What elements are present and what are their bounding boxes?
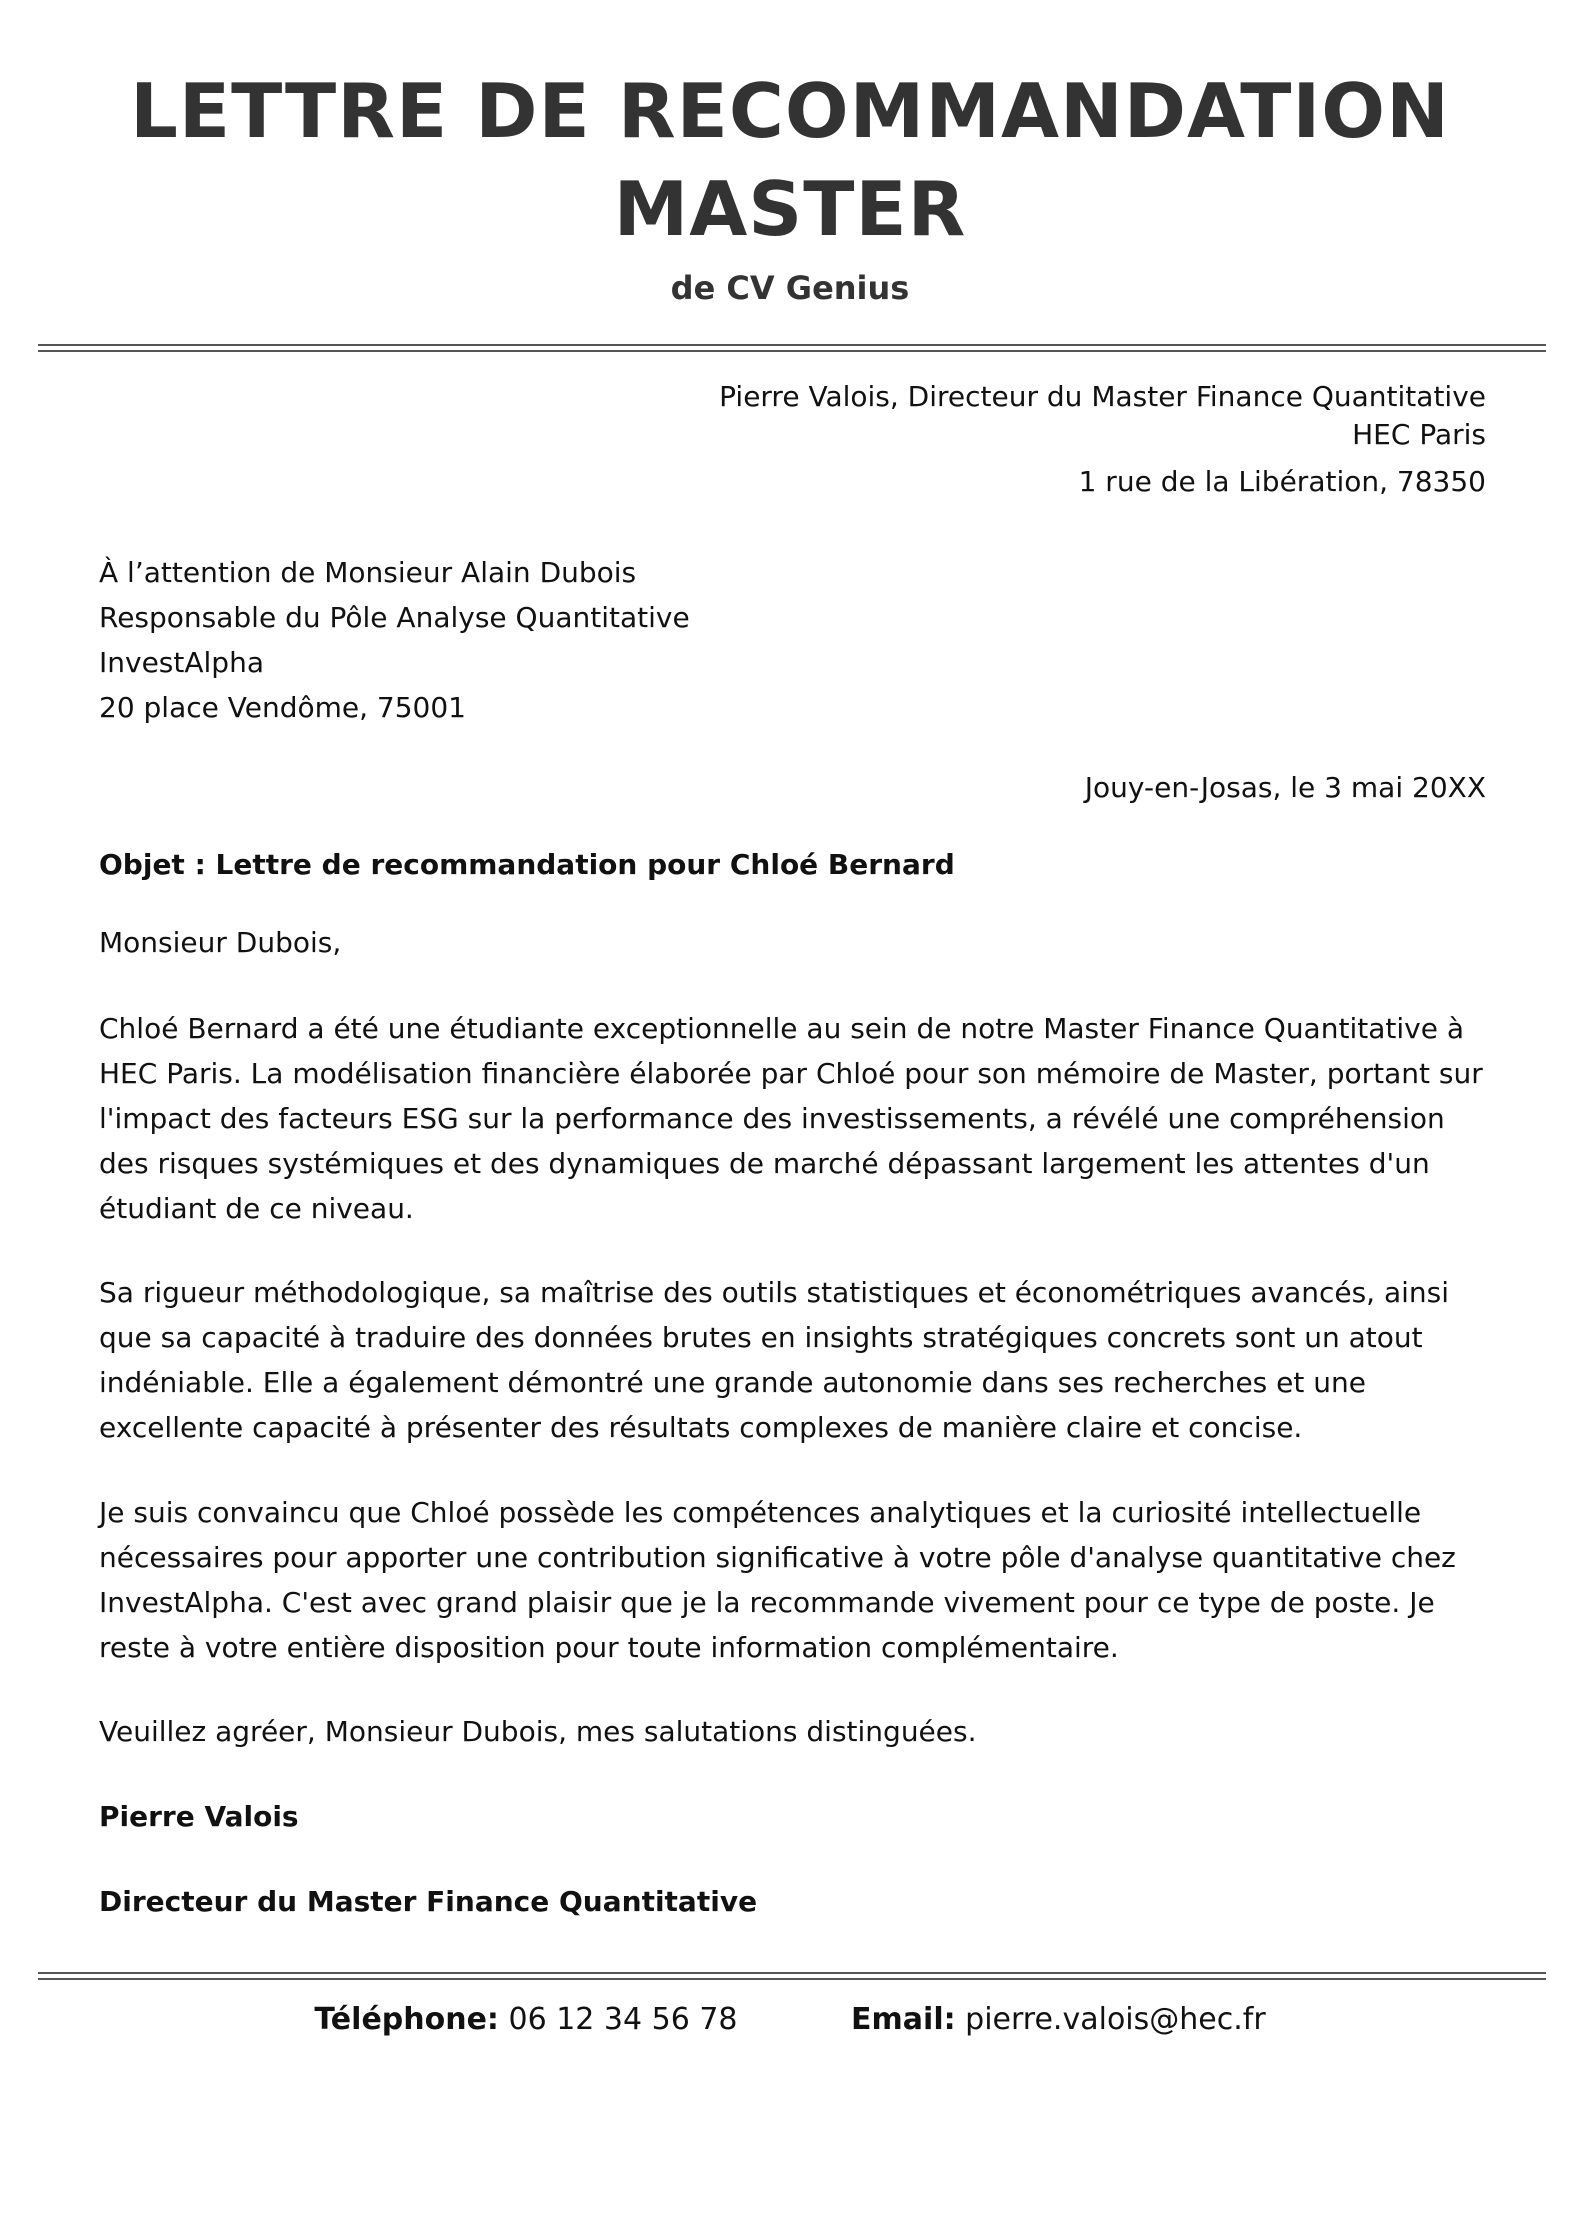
paragraph-line: excellente capacité à présenter des résultats complexes de manière claire et concise. (99, 1411, 1303, 1444)
body-paragraph-3 (99, 1490, 1499, 1670)
paragraph-line: des risques systémiques et des dynamiques de marché dépassant largement les attentes d'un (99, 1147, 1430, 1180)
phone-contact (314, 2000, 737, 2040)
signature-title: Directeur du Master Finance Quantitative (99, 1885, 758, 1918)
paragraph-line: que sa capacité à traduire des données brutes en insights stratégiques concrets sont un atout (99, 1321, 1423, 1354)
footer-divider (38, 1972, 1546, 1980)
recipient-company: InvestAlpha (99, 646, 264, 679)
recipient-address: 20 place Vendôme, 75001 (99, 691, 466, 724)
paragraph-line: étudiant de ce niveau. (99, 1192, 414, 1225)
paragraph-line: l'impact des facteurs ESG sur la performance des investissements, a révélé une compréhension (99, 1102, 1445, 1135)
title-line-1: LETTRE DE RECOMMANDATION (130, 67, 1450, 155)
phone-label: Téléphone: (314, 2002, 499, 2037)
signature-name: Pierre Valois (99, 1800, 299, 1833)
phone-value: 06 12 34 56 78 (508, 2002, 738, 2037)
recipient-attention: À l’attention de Monsieur Alain Dubois (99, 556, 637, 589)
paragraph-line: reste à votre entière disposition pour toute information complémentaire. (99, 1631, 1119, 1664)
email-value[interactable]: pierre.valois@hec.fr (965, 2002, 1266, 2037)
document-subtitle: de CV Genius (670, 269, 910, 307)
paragraph-line: Je suis convaincu que Chloé possède les compétences analytiques et la curiosité intellectuelle (99, 1496, 1422, 1529)
sender-block (586, 378, 1486, 504)
paragraph-line: HEC Paris. La modélisation financière élaborée par Chloé pour son mémoire de Master, portant sur (99, 1057, 1483, 1090)
letter-greeting: Monsieur Dubois, (99, 926, 342, 959)
paragraph-line: indéniable. Elle a également démontré une grande autonomie dans ses recherches et une (99, 1366, 1366, 1399)
letter-date: Jouy-en-Josas, le 3 mai 20XX (1084, 771, 1486, 804)
paragraph-line: Chloé Bernard a été une étudiante exceptionnelle au sein de notre Master Finance Quantitative à (99, 1012, 1464, 1045)
sender-name-title: Pierre Valois, Directeur du Master Finance Quantitative (719, 380, 1486, 413)
paragraph-line: InvestAlpha. C'est avec grand plaisir que je la recommande vivement pour ce type de poste. Je (99, 1586, 1435, 1619)
paragraph-line: Sa rigueur méthodologique, sa maîtrise des outils statistiques et économétriques avancés, ainsi (99, 1276, 1450, 1309)
header-divider (38, 344, 1546, 352)
sender-organization: HEC Paris (1352, 418, 1486, 451)
sender-address: 1 rue de la Libération, 78350 (1078, 465, 1486, 498)
email-contact (851, 2000, 1266, 2040)
title-line-2: MASTER (613, 165, 967, 253)
recipient-block (99, 550, 690, 730)
recipient-role: Responsable du Pôle Analyse Quantitative (99, 601, 690, 634)
email-label: Email: (851, 2002, 956, 2037)
letter-subject: Objet : Lettre de recommandation pour Chloé Bernard (99, 848, 955, 881)
letter-closing: Veuillez agréer, Monsieur Dubois, mes salutations distinguées. (99, 1715, 977, 1748)
paragraph-line: nécessaires pour apporter une contribution significative à votre pôle d'analyse quantitative chez (99, 1541, 1456, 1574)
contact-footer (0, 2000, 1580, 2040)
body-paragraph-2 (99, 1270, 1499, 1450)
body-paragraph-1 (99, 1006, 1499, 1231)
document-title (0, 62, 1580, 258)
